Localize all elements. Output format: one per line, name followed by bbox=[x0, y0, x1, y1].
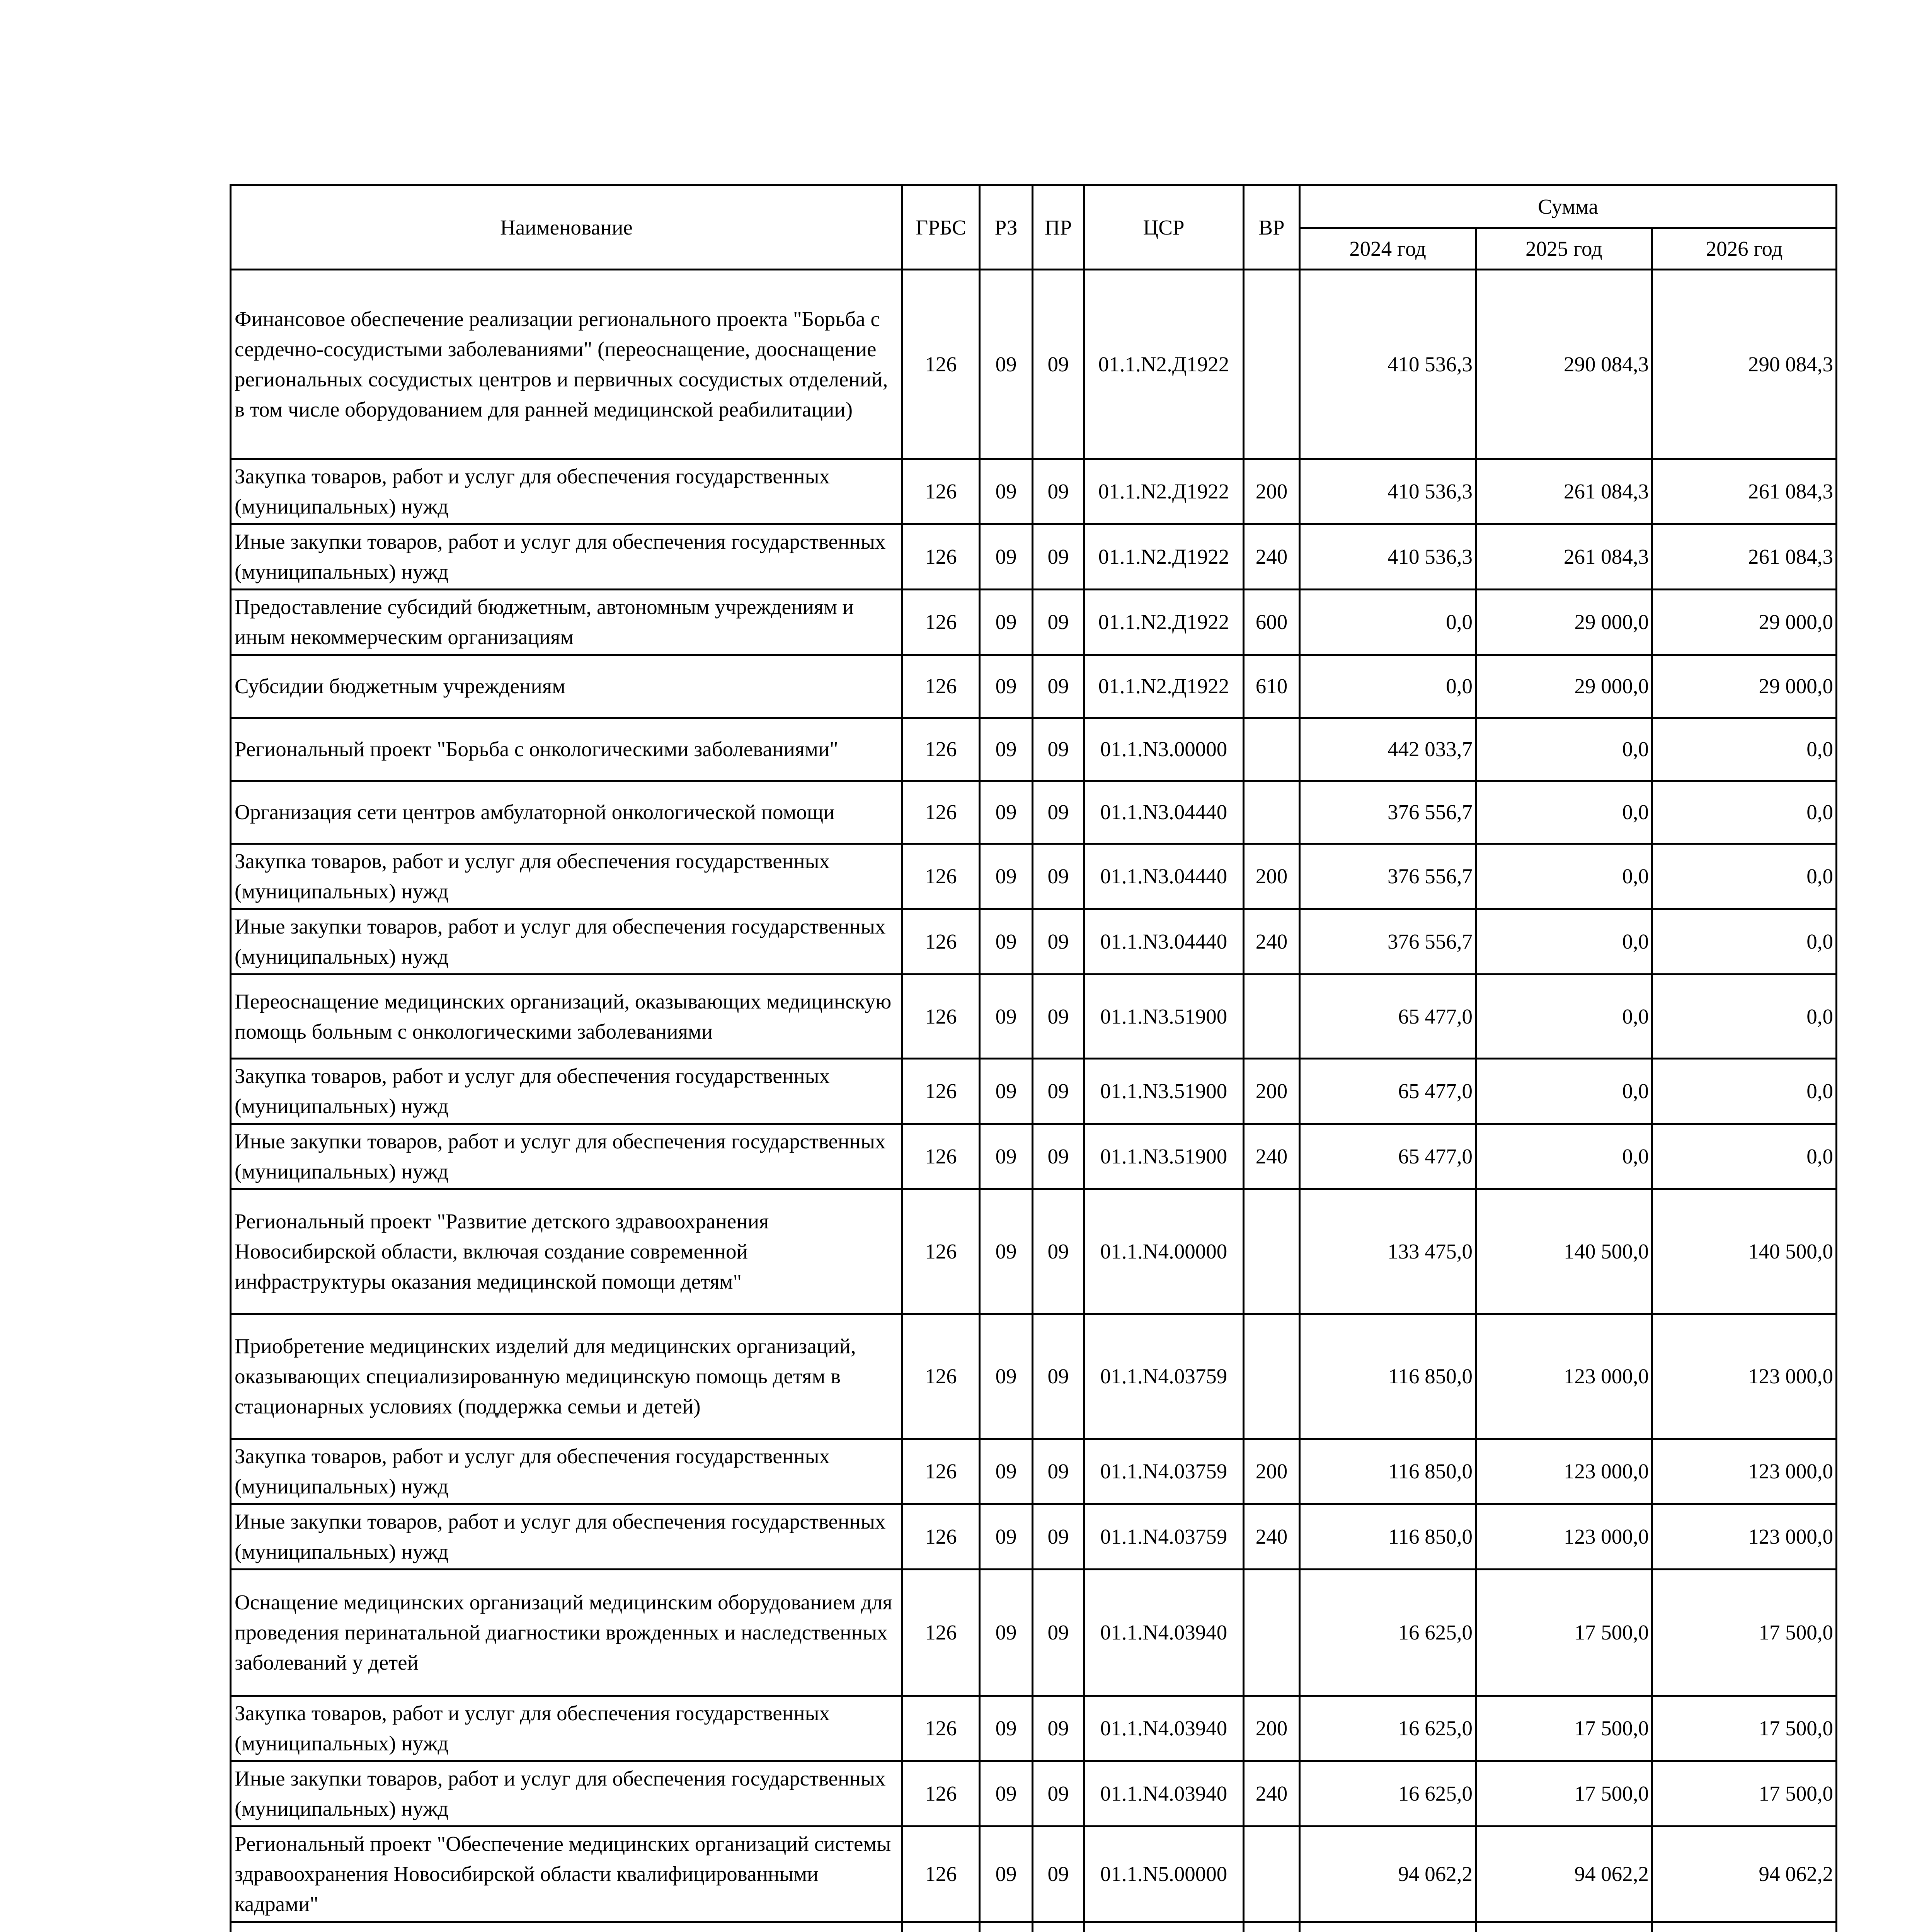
table-row bbox=[231, 1314, 1837, 1439]
header-year-2025: 2025 год bbox=[1476, 228, 1652, 270]
cell-grbs: 126 bbox=[902, 1827, 980, 1922]
table-row bbox=[231, 1189, 1837, 1314]
cell-y2026: 0,0 bbox=[1652, 718, 1837, 781]
table-row bbox=[231, 1059, 1837, 1124]
cell-y2026: 0,0 bbox=[1652, 781, 1837, 844]
cell-y2024: 376 556,7 bbox=[1300, 781, 1476, 844]
cell-vr: 240 bbox=[1244, 1504, 1300, 1570]
cell-y2024: 410 536,3 bbox=[1300, 270, 1476, 459]
cell-rz: 09 bbox=[980, 655, 1033, 718]
budget-table bbox=[230, 184, 1837, 1932]
cell-y2024: 16 625,0 bbox=[1300, 1761, 1476, 1827]
cell-grbs: 126 bbox=[902, 1124, 980, 1189]
cell-y2024: 116 850,0 bbox=[1300, 1504, 1476, 1570]
cell-y2026: 290 084,3 bbox=[1652, 270, 1837, 459]
cell-grbs bbox=[902, 1922, 980, 1932]
cell-pr: 09 bbox=[1033, 1761, 1084, 1827]
cell-y2026: 0,0 bbox=[1652, 1124, 1837, 1189]
cell-grbs: 126 bbox=[902, 975, 980, 1059]
cell-name: Иные закупки товаров, работ и услуг для обеспечения государственных (муниципальных) нужд bbox=[231, 524, 902, 590]
cell-name: Приобретение медицинских изделий для медицинских организаций, оказывающих специализированную медицинскую помощь детям в стационарных условиях (поддержка семьи и детей) bbox=[231, 1314, 902, 1439]
table-row bbox=[231, 1439, 1837, 1504]
cell-rz: 09 bbox=[980, 1570, 1033, 1696]
cell-csr: 01.1.N3.04440 bbox=[1084, 781, 1244, 844]
table-row bbox=[231, 655, 1837, 718]
cell-y2024: 410 536,3 bbox=[1300, 524, 1476, 590]
cell-pr: 09 bbox=[1033, 1189, 1084, 1314]
cell-csr: 01.1.N4.03940 bbox=[1084, 1696, 1244, 1761]
cell-pr: 09 bbox=[1033, 975, 1084, 1059]
cell-csr: 01.1.N2.Д1922 bbox=[1084, 459, 1244, 524]
cell-grbs: 126 bbox=[902, 590, 980, 655]
cell-grbs: 126 bbox=[902, 655, 980, 718]
cell-pr: 09 bbox=[1033, 590, 1084, 655]
cell-y2026: 0,0 bbox=[1652, 909, 1837, 975]
cell-y2025: 0,0 bbox=[1476, 844, 1652, 909]
cell-csr: 01.1.N3.51900 bbox=[1084, 975, 1244, 1059]
cell-name bbox=[231, 1922, 902, 1932]
cell-name: Иные закупки товаров, работ и услуг для обеспечения государственных (муниципальных) нужд bbox=[231, 1504, 902, 1570]
cell-y2026: 0,0 bbox=[1652, 1059, 1837, 1124]
cell-pr: 09 bbox=[1033, 1124, 1084, 1189]
cell-y2026: 123 000,0 bbox=[1652, 1439, 1837, 1504]
cell-y2025: 94 062,2 bbox=[1476, 1827, 1652, 1922]
cell-csr: 01.1.N3.04440 bbox=[1084, 909, 1244, 975]
cell-name: Закупка товаров, работ и услуг для обеспечения государственных (муниципальных) нужд bbox=[231, 1439, 902, 1504]
cell-rz: 09 bbox=[980, 459, 1033, 524]
cell-y2025: 0,0 bbox=[1476, 1059, 1652, 1124]
cell-y2025: 0,0 bbox=[1476, 975, 1652, 1059]
cell-vr bbox=[1244, 1922, 1300, 1932]
cell-y2024: 116 850,0 bbox=[1300, 1314, 1476, 1439]
cell-vr: 200 bbox=[1244, 1059, 1300, 1124]
cell-csr: 01.1.N5.00000 bbox=[1084, 1827, 1244, 1922]
cell-vr bbox=[1244, 1189, 1300, 1314]
cell-y2025: 29 000,0 bbox=[1476, 590, 1652, 655]
cell-y2024: 0,0 bbox=[1300, 590, 1476, 655]
cell-vr: 600 bbox=[1244, 590, 1300, 655]
cell-grbs: 126 bbox=[902, 1059, 980, 1124]
table-row bbox=[231, 270, 1837, 459]
cell-rz: 09 bbox=[980, 844, 1033, 909]
header-name: Наименование bbox=[231, 185, 902, 270]
table-row bbox=[231, 524, 1837, 590]
cell-y2026: 261 084,3 bbox=[1652, 459, 1837, 524]
cell-name: Региональный проект "Обеспечение медицинских организаций системы здравоохранения Новосибирской области квалифицированными кадрами" bbox=[231, 1827, 902, 1922]
cell-rz: 09 bbox=[980, 1059, 1033, 1124]
cell-name: Субсидии бюджетным учреждениям bbox=[231, 655, 902, 718]
cell-name: Региональный проект "Развитие детского здравоохранения Новосибирской области, включая создание современной инфраструктуры оказания медицинской помощи детям" bbox=[231, 1189, 902, 1314]
cell-vr: 610 bbox=[1244, 655, 1300, 718]
cell-pr: 09 bbox=[1033, 909, 1084, 975]
cell-y2026: 29 000,0 bbox=[1652, 655, 1837, 718]
cell-name: Закупка товаров, работ и услуг для обеспечения государственных (муниципальных) нужд bbox=[231, 844, 902, 909]
cell-pr: 09 bbox=[1033, 1827, 1084, 1922]
cell-rz: 09 bbox=[980, 1696, 1033, 1761]
cell-y2025: 0,0 bbox=[1476, 1124, 1652, 1189]
cell-pr: 09 bbox=[1033, 270, 1084, 459]
table-row bbox=[231, 718, 1837, 781]
cell-pr: 09 bbox=[1033, 1504, 1084, 1570]
cell-y2024: 116 850,0 bbox=[1300, 1439, 1476, 1504]
cell-vr: 240 bbox=[1244, 909, 1300, 975]
cell-grbs: 126 bbox=[902, 270, 980, 459]
cell-name: Иные закупки товаров, работ и услуг для обеспечения государственных (муниципальных) нужд bbox=[231, 1761, 902, 1827]
cell-pr: 09 bbox=[1033, 844, 1084, 909]
cell-y2025: 290 084,3 bbox=[1476, 270, 1652, 459]
cell-y2025: 123 000,0 bbox=[1476, 1504, 1652, 1570]
cell-grbs: 126 bbox=[902, 1570, 980, 1696]
cell-vr: 240 bbox=[1244, 524, 1300, 590]
table-row bbox=[231, 1124, 1837, 1189]
cell-y2025: 17 500,0 bbox=[1476, 1570, 1652, 1696]
cell-pr: 09 bbox=[1033, 1439, 1084, 1504]
cell-y2025: 140 500,0 bbox=[1476, 1189, 1652, 1314]
cell-csr: 01.1.N2.Д1922 bbox=[1084, 590, 1244, 655]
cell-grbs: 126 bbox=[902, 524, 980, 590]
cell-name: Закупка товаров, работ и услуг для обеспечения государственных (муниципальных) нужд bbox=[231, 459, 902, 524]
cell-csr: 01.1.N4.03759 bbox=[1084, 1439, 1244, 1504]
cell-pr: 09 bbox=[1033, 781, 1084, 844]
cell-rz: 09 bbox=[980, 975, 1033, 1059]
cell-csr: 01.1.N3.04440 bbox=[1084, 844, 1244, 909]
header-year-2024: 2024 год bbox=[1300, 228, 1476, 270]
cell-csr: 01.1.N4.03759 bbox=[1084, 1314, 1244, 1439]
cell-y2024: 16 625,0 bbox=[1300, 1696, 1476, 1761]
cell-csr: 01.1.N2.Д1922 bbox=[1084, 524, 1244, 590]
cell-name: Региональный проект "Борьба с онкологическими заболеваниями" bbox=[231, 718, 902, 781]
cell-y2026: 123 000,0 bbox=[1652, 1504, 1837, 1570]
cell-y2026: 17 500,0 bbox=[1652, 1570, 1837, 1696]
cell-name: Закупка товаров, работ и услуг для обеспечения государственных (муниципальных) нужд bbox=[231, 1059, 902, 1124]
cell-y2025: 17 500,0 bbox=[1476, 1761, 1652, 1827]
cell-vr bbox=[1244, 270, 1300, 459]
cell-grbs: 126 bbox=[902, 1761, 980, 1827]
cell-vr: 200 bbox=[1244, 459, 1300, 524]
cell-rz: 09 bbox=[980, 1504, 1033, 1570]
cell-csr: 01.1.N4.03759 bbox=[1084, 1504, 1244, 1570]
cell-pr: 09 bbox=[1033, 524, 1084, 590]
cell-y2024: 65 477,0 bbox=[1300, 1124, 1476, 1189]
cell-grbs: 126 bbox=[902, 844, 980, 909]
cell-name: Оснащение медицинских организаций медицинским оборудованием для проведения перинатальной диагностики врожденных и наследственных заболеваний у детей bbox=[231, 1570, 902, 1696]
cell-vr: 200 bbox=[1244, 1439, 1300, 1504]
cell-y2026: 123 000,0 bbox=[1652, 1314, 1837, 1439]
cell-rz: 09 bbox=[980, 524, 1033, 590]
cell-y2024: 376 556,7 bbox=[1300, 844, 1476, 909]
table-row bbox=[231, 1696, 1837, 1761]
cell-y2024: 0,0 bbox=[1300, 655, 1476, 718]
cell-y2026: 0,0 bbox=[1652, 844, 1837, 909]
header-pr: ПР bbox=[1033, 185, 1084, 270]
cell-rz: 09 bbox=[980, 781, 1033, 844]
cell-csr: 01.1.N3.51900 bbox=[1084, 1124, 1244, 1189]
cell-y2024: 94 062,2 bbox=[1300, 1827, 1476, 1922]
table-row bbox=[231, 781, 1837, 844]
cell-rz: 09 bbox=[980, 1827, 1033, 1922]
cell-pr: 09 bbox=[1033, 1570, 1084, 1696]
cell-pr: 09 bbox=[1033, 1696, 1084, 1761]
cell-y2024: 65 477,0 bbox=[1300, 1059, 1476, 1124]
cell-y2025: 123 000,0 bbox=[1476, 1314, 1652, 1439]
cell-rz: 09 bbox=[980, 718, 1033, 781]
cell-vr bbox=[1244, 781, 1300, 844]
table-row bbox=[231, 1570, 1837, 1696]
cell-y2024: 442 033,7 bbox=[1300, 718, 1476, 781]
cell-csr: 01.1.N4.00000 bbox=[1084, 1189, 1244, 1314]
cell-y2026: 17 500,0 bbox=[1652, 1761, 1837, 1827]
cell-csr: 01.1.N4.03940 bbox=[1084, 1761, 1244, 1827]
cell-y2026 bbox=[1652, 1922, 1837, 1932]
table-body bbox=[231, 270, 1837, 1932]
table-row bbox=[231, 1827, 1837, 1922]
header-vr: ВР bbox=[1244, 185, 1300, 270]
cell-grbs: 126 bbox=[902, 1696, 980, 1761]
cell-pr bbox=[1033, 1922, 1084, 1932]
cell-vr bbox=[1244, 975, 1300, 1059]
cell-y2026: 261 084,3 bbox=[1652, 524, 1837, 590]
table-row bbox=[231, 1761, 1837, 1827]
cell-grbs: 126 bbox=[902, 1504, 980, 1570]
cell-name: Финансовое обеспечение реализации регионального проекта "Борьба с сердечно-сосудистыми заболеваниями" (переоснащение, дооснащение региональных сосудистых центров и первичных сосудистых отделений, в том числе оборудованием для ранней медицинской реабилитации) bbox=[231, 270, 902, 459]
cell-y2026: 0,0 bbox=[1652, 975, 1837, 1059]
cell-rz: 09 bbox=[980, 909, 1033, 975]
cell-name: Иные закупки товаров, работ и услуг для обеспечения государственных (муниципальных) нужд bbox=[231, 909, 902, 975]
cell-rz: 09 bbox=[980, 1189, 1033, 1314]
table-row bbox=[231, 590, 1837, 655]
cell-csr: 01.1.N2.Д1922 bbox=[1084, 270, 1244, 459]
cell-y2025: 123 000,0 bbox=[1476, 1439, 1652, 1504]
header-year-2026: 2026 год bbox=[1652, 228, 1837, 270]
cell-grbs: 126 bbox=[902, 1189, 980, 1314]
cell-grbs: 126 bbox=[902, 781, 980, 844]
header-rz: РЗ bbox=[980, 185, 1033, 270]
cell-y2026: 140 500,0 bbox=[1652, 1189, 1837, 1314]
cell-csr: 01.1.N3.51900 bbox=[1084, 1059, 1244, 1124]
cell-pr: 09 bbox=[1033, 1059, 1084, 1124]
table-row bbox=[231, 1504, 1837, 1570]
cell-rz: 09 bbox=[980, 1439, 1033, 1504]
cell-y2025: 261 084,3 bbox=[1476, 459, 1652, 524]
cell-y2026: 29 000,0 bbox=[1652, 590, 1837, 655]
cell-vr: 240 bbox=[1244, 1124, 1300, 1189]
cell-name: Организация сети центров амбулаторной онкологической помощи bbox=[231, 781, 902, 844]
cell-vr bbox=[1244, 1314, 1300, 1439]
cell-grbs: 126 bbox=[902, 1439, 980, 1504]
cell-y2026: 94 062,2 bbox=[1652, 1827, 1837, 1922]
cell-pr: 09 bbox=[1033, 459, 1084, 524]
cell-csr: 01.1.N4.03940 bbox=[1084, 1570, 1244, 1696]
cell-grbs: 126 bbox=[902, 909, 980, 975]
cell-y2025: 0,0 bbox=[1476, 718, 1652, 781]
cell-y2024: 410 536,3 bbox=[1300, 459, 1476, 524]
cell-y2025: 0,0 bbox=[1476, 781, 1652, 844]
cell-pr: 09 bbox=[1033, 1314, 1084, 1439]
cell-y2024: 376 556,7 bbox=[1300, 909, 1476, 975]
cell-rz bbox=[980, 1922, 1033, 1932]
cell-name: Иные закупки товаров, работ и услуг для обеспечения государственных (муниципальных) нужд bbox=[231, 1124, 902, 1189]
cell-y2026: 17 500,0 bbox=[1652, 1696, 1837, 1761]
table-row bbox=[231, 909, 1837, 975]
cell-grbs: 126 bbox=[902, 1314, 980, 1439]
cell-name: Закупка товаров, работ и услуг для обеспечения государственных (муниципальных) нужд bbox=[231, 1696, 902, 1761]
cell-y2024: 16 625,0 bbox=[1300, 1570, 1476, 1696]
cell-name: Переоснащение медицинских организаций, оказывающих медицинскую помощь больным с онкологическими заболеваниями bbox=[231, 975, 902, 1059]
cell-y2025: 29 000,0 bbox=[1476, 655, 1652, 718]
table-row bbox=[231, 1922, 1837, 1932]
cell-y2024 bbox=[1300, 1922, 1476, 1932]
cell-vr: 200 bbox=[1244, 844, 1300, 909]
cell-y2024: 65 477,0 bbox=[1300, 975, 1476, 1059]
cell-rz: 09 bbox=[980, 1761, 1033, 1827]
cell-y2025 bbox=[1476, 1922, 1652, 1932]
cell-csr: 01.1.N2.Д1922 bbox=[1084, 655, 1244, 718]
cell-grbs: 126 bbox=[902, 718, 980, 781]
header-grbs: ГРБС bbox=[902, 185, 980, 270]
cell-pr: 09 bbox=[1033, 718, 1084, 781]
cell-csr: 01.1.N3.00000 bbox=[1084, 718, 1244, 781]
cell-vr: 200 bbox=[1244, 1696, 1300, 1761]
cell-name: Предоставление субсидий бюджетным, автономным учреждениям и иным некоммерческим организациям bbox=[231, 590, 902, 655]
table-row bbox=[231, 844, 1837, 909]
table-row bbox=[231, 459, 1837, 524]
cell-y2025: 0,0 bbox=[1476, 909, 1652, 975]
cell-rz: 09 bbox=[980, 270, 1033, 459]
table-row bbox=[231, 975, 1837, 1059]
cell-rz: 09 bbox=[980, 590, 1033, 655]
cell-rz: 09 bbox=[980, 1314, 1033, 1439]
cell-vr bbox=[1244, 718, 1300, 781]
cell-vr bbox=[1244, 1570, 1300, 1696]
header-csr: ЦСР bbox=[1084, 185, 1244, 270]
cell-vr: 240 bbox=[1244, 1761, 1300, 1827]
cell-pr: 09 bbox=[1033, 655, 1084, 718]
cell-vr bbox=[1244, 1827, 1300, 1922]
cell-csr bbox=[1084, 1922, 1244, 1932]
header-sum: Сумма bbox=[1300, 185, 1837, 228]
cell-y2024: 133 475,0 bbox=[1300, 1189, 1476, 1314]
cell-rz: 09 bbox=[980, 1124, 1033, 1189]
cell-y2025: 17 500,0 bbox=[1476, 1696, 1652, 1761]
cell-grbs: 126 bbox=[902, 459, 980, 524]
cell-y2025: 261 084,3 bbox=[1476, 524, 1652, 590]
